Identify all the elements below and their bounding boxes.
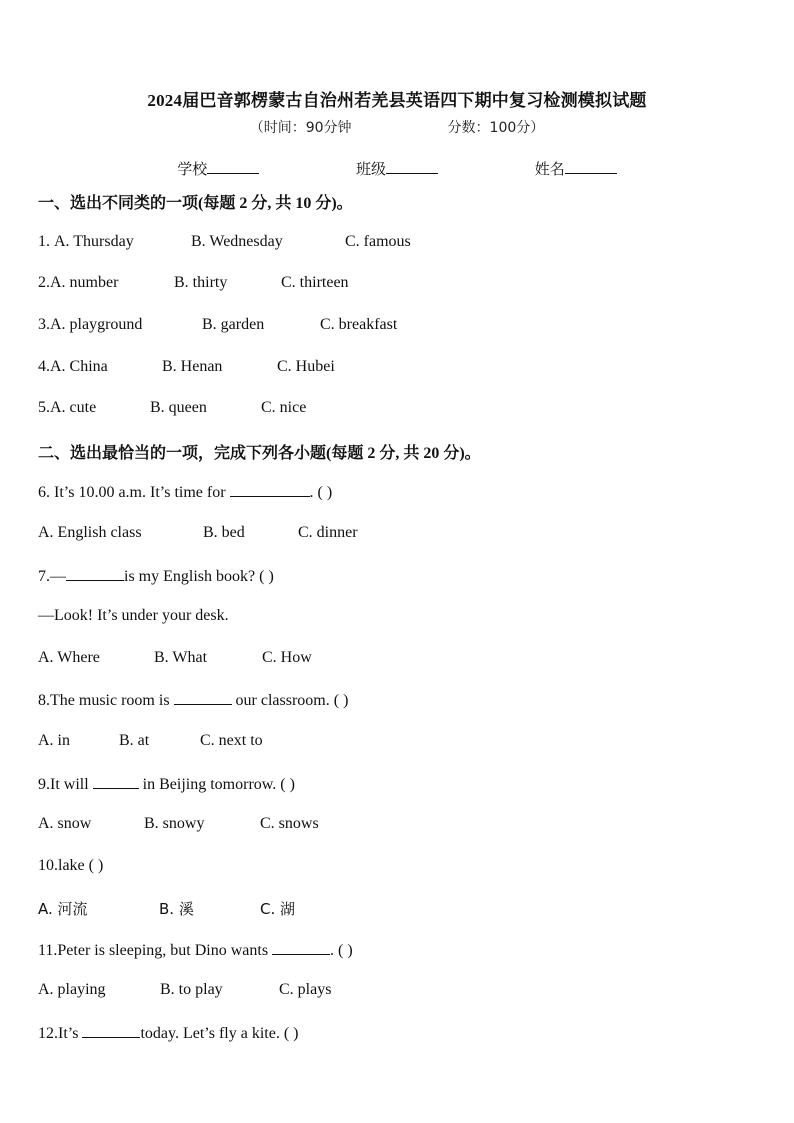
- option-a[interactable]: A. Where: [38, 649, 100, 666]
- option-a[interactable]: A. snow: [38, 815, 92, 832]
- exam-score: 分数：100分）: [447, 120, 545, 136]
- answer-paren[interactable]: ( ): [280, 776, 295, 793]
- question-text: 10.lake: [38, 857, 85, 874]
- question-7-options: [38, 649, 312, 667]
- question-text: 6. It’s 10.00 a.m. It’s time for: [38, 484, 230, 501]
- option-b[interactable]: B. Wednesday: [191, 233, 283, 250]
- question-11: [38, 940, 353, 960]
- section-1-heading: 一、选出不同类的一项(每题 2 分, 共 10 分)。: [38, 195, 353, 212]
- question-10-options: [38, 898, 295, 919]
- school-label: 学校: [177, 160, 208, 178]
- question-number: 4.: [38, 358, 50, 375]
- option-c[interactable]: C. dinner: [298, 524, 358, 541]
- question-6: [38, 482, 332, 502]
- question-10: [38, 857, 103, 875]
- option-c[interactable]: C. next to: [200, 732, 263, 749]
- question-text-end: today. Let’s fly a kite.: [140, 1025, 280, 1042]
- option-c[interactable]: C. nice: [261, 399, 307, 416]
- option-a[interactable]: A. playing: [38, 981, 106, 998]
- question-7: [38, 566, 274, 586]
- option-b[interactable]: B. queen: [150, 399, 207, 416]
- question-1: [38, 233, 411, 251]
- question-7-reply: —Look! It’s under your desk.: [38, 607, 229, 624]
- question-text: 8.The music room is: [38, 692, 174, 709]
- question-5: [38, 399, 306, 417]
- question-text: 11.Peter is sleeping, but Dino wants: [38, 942, 273, 959]
- question-3: [38, 316, 397, 334]
- option-a[interactable]: A. playground: [50, 316, 143, 333]
- option-b[interactable]: B. garden: [202, 316, 265, 333]
- exam-meta: [0, 117, 794, 137]
- class-field: [356, 158, 438, 179]
- option-c[interactable]: C. famous: [345, 233, 411, 250]
- answer-paren[interactable]: ( ): [317, 484, 333, 501]
- answer-blank[interactable]: [174, 690, 232, 705]
- question-text-end: is my English book?: [124, 568, 256, 585]
- question-number: 3.: [38, 316, 50, 333]
- option-b[interactable]: B. What: [154, 649, 208, 666]
- option-a[interactable]: A. cute: [50, 399, 97, 416]
- option-c[interactable]: C. plays: [279, 981, 332, 998]
- option-a[interactable]: A. Thursday: [54, 233, 134, 250]
- option-a[interactable]: A. English class: [38, 524, 142, 541]
- option-b[interactable]: B. snowy: [144, 815, 205, 832]
- question-8-options: [38, 732, 263, 750]
- question-number: 2.: [38, 274, 50, 291]
- question-12: [38, 1023, 298, 1043]
- question-text: 7.—: [38, 568, 66, 585]
- name-blank[interactable]: [565, 159, 617, 174]
- answer-paren[interactable]: ( ): [283, 1025, 299, 1042]
- school-field: [177, 158, 259, 179]
- name-field: [535, 158, 617, 179]
- option-c[interactable]: C. How: [262, 649, 312, 666]
- answer-blank[interactable]: [82, 1023, 140, 1038]
- question-text-end: .: [330, 942, 335, 959]
- option-a[interactable]: A. 河流: [38, 900, 88, 918]
- question-text: 12.It’s: [38, 1025, 83, 1042]
- page-title: 2024届巴音郭楞蒙古自治州若羌县英语四下期中复习检测模拟试题: [147, 91, 647, 110]
- option-c[interactable]: C. Hubei: [277, 358, 335, 375]
- section-2-heading: 二、选出最恰当的一项，完成下列各小题(每题 2 分, 共 20 分)。: [38, 445, 481, 462]
- option-b[interactable]: B. to play: [160, 981, 223, 998]
- answer-paren[interactable]: ( ): [338, 942, 353, 959]
- answer-paren[interactable]: ( ): [88, 857, 104, 874]
- question-text-end: in Beijing tomorrow.: [138, 776, 277, 793]
- question-9-options: [38, 815, 319, 833]
- answer-paren[interactable]: ( ): [259, 568, 274, 585]
- question-number: 5.: [38, 399, 50, 416]
- question-text-end: .: [309, 484, 314, 501]
- option-b[interactable]: B. at: [119, 732, 150, 749]
- option-c[interactable]: C. 湖: [260, 900, 296, 918]
- option-b[interactable]: B. bed: [203, 524, 245, 541]
- exam-time: （时间：90分钟: [249, 120, 352, 136]
- option-c[interactable]: C. snows: [260, 815, 319, 832]
- question-11-options: [38, 981, 331, 999]
- question-2: [38, 274, 349, 292]
- school-blank[interactable]: [207, 159, 259, 174]
- option-a[interactable]: A. in: [38, 732, 70, 749]
- question-6-options: [38, 524, 358, 542]
- question-9: [38, 774, 295, 794]
- answer-blank[interactable]: [230, 482, 310, 497]
- question-8: [38, 690, 348, 710]
- answer-blank[interactable]: [93, 774, 139, 789]
- option-b[interactable]: B. 溪: [159, 900, 194, 918]
- question-number: 1.: [38, 233, 54, 250]
- option-b[interactable]: B. thirty: [174, 274, 228, 291]
- answer-blank[interactable]: [272, 940, 330, 955]
- option-c[interactable]: C. breakfast: [320, 316, 398, 333]
- name-label: 姓名: [534, 160, 565, 178]
- class-blank[interactable]: [386, 159, 438, 174]
- student-info: [0, 158, 794, 179]
- option-a[interactable]: A. China: [50, 358, 108, 375]
- option-b[interactable]: B. Henan: [162, 358, 223, 375]
- question-text-end: our classroom.: [231, 692, 330, 709]
- option-c[interactable]: C. thirteen: [281, 274, 349, 291]
- class-label: 班级: [355, 160, 386, 178]
- option-a[interactable]: A. number: [50, 274, 119, 291]
- answer-blank[interactable]: [66, 566, 124, 581]
- answer-paren[interactable]: ( ): [333, 692, 349, 709]
- question-text: 9.It will: [38, 776, 93, 793]
- question-4: [38, 358, 335, 376]
